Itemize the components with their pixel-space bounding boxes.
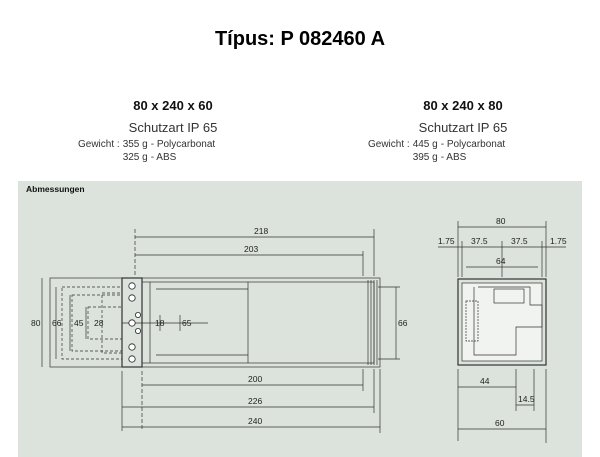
label-200: 200 (248, 374, 263, 384)
page-title: Típus: P 082460 A (214, 28, 386, 50)
label-1-75-right: 1.75 (550, 236, 567, 246)
weight-value: 325 g (122, 152, 148, 163)
label-45: 45 (74, 318, 84, 328)
label-18: 18 (155, 318, 165, 328)
weight-material: - Polycarbonat (150, 139, 216, 150)
label-203: 203 (244, 244, 259, 254)
label-240: 240 (248, 416, 263, 426)
label-1-75-left: 1.75 (438, 236, 455, 246)
label-65: 65 (182, 318, 192, 328)
spec-80x240x80 (368, 98, 558, 164)
drawing-heading: Abmessungen (26, 184, 85, 194)
label-37-5-left: 37.5 (471, 236, 488, 246)
label-14-5: 14.5 (518, 394, 535, 404)
inner-cavity (142, 282, 374, 363)
weight-value: 445 g (412, 139, 438, 150)
spec-dimensions: 80 x 240 x 60 (133, 98, 213, 113)
weight-value: 355 g (122, 139, 148, 150)
label-226: 226 (248, 396, 263, 406)
label-218: 218 (254, 226, 269, 236)
label-28: 28 (94, 318, 104, 328)
label-60: 60 (495, 418, 505, 428)
weight-value: 395 g (412, 152, 438, 163)
label-66-right: 66 (398, 318, 408, 328)
weight-material: - ABS (150, 152, 177, 163)
spec-dimensions: 80 x 240 x 80 (423, 98, 503, 113)
spec-protection: Schutzart IP 65 (128, 120, 218, 135)
spec-protection: Schutzart IP 65 (418, 120, 508, 135)
weight-table (78, 138, 218, 164)
label-end-64: 64 (496, 256, 506, 266)
technical-drawing (18, 181, 582, 457)
weight-material: - Polycarbonat (440, 139, 506, 150)
label-37-5-right: 37.5 (511, 236, 528, 246)
weight-material: - ABS (440, 152, 467, 163)
label-end-80: 80 (496, 216, 506, 226)
label-44: 44 (480, 376, 490, 386)
label-66: 66 (52, 318, 62, 328)
weight-table (368, 138, 508, 164)
weight-label: Gewicht : (368, 139, 410, 150)
label-80: 80 (31, 318, 41, 328)
dimension-drawing-svg (18, 181, 582, 457)
weight-label: Gewicht : (78, 139, 120, 150)
spec-80x240x60 (78, 98, 268, 164)
